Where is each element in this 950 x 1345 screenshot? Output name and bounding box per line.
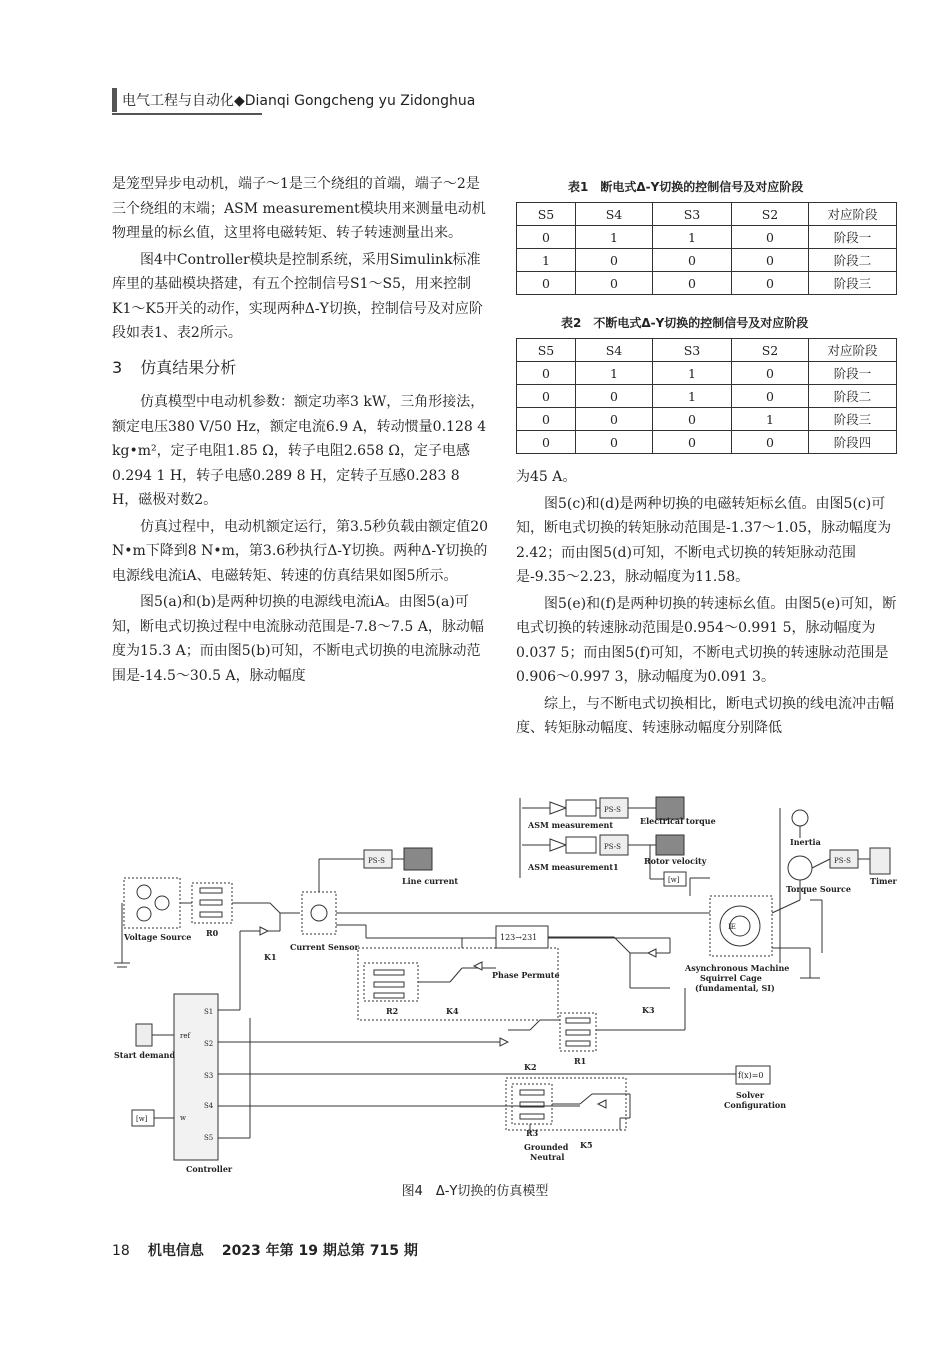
s3-port-label: S3 xyxy=(204,1072,214,1080)
controller-block xyxy=(174,994,233,1174)
table1 xyxy=(516,202,897,295)
torque-source-label-1: Torque Source xyxy=(786,884,851,894)
grounded-neutral-label-2: Neutral xyxy=(530,1152,565,1162)
table-row xyxy=(517,385,897,408)
k2-switch xyxy=(508,1020,560,1072)
asynchronous-machine-block xyxy=(684,896,789,993)
table2-caption: 表2 不断电式Δ-Y切换的控制信号及对应阶段 xyxy=(561,316,809,330)
left-paragraph-3: 仿真模型中电动机参数：额定功率3 kW，三角形接法，额定电压380 V/50 Hz，额定电流6.9 A，转动惯量0.128 4 kg•m²，定子电阻1.85 Ω，转子电阻2.658 Ω，定子电感0.294 1 H，转子电感0.289 8 H，定转子互感0.283 8 H，磁极对数2。 xyxy=(112,394,487,508)
phase-permute-label: Phase Permute xyxy=(492,970,560,980)
r3-label: R3 xyxy=(526,1128,539,1138)
machine-label-3: (fundamental, SI) xyxy=(695,983,775,993)
simulink-model-figure xyxy=(110,788,900,1178)
r1-label: R1 xyxy=(574,1056,587,1066)
table-cell: 阶段一 xyxy=(809,362,897,385)
inertia-label: Inertia xyxy=(790,837,821,847)
right-paragraph-1: 为45 A。 xyxy=(516,469,577,485)
table-header-cell: S2 xyxy=(732,203,809,226)
inertia-block xyxy=(790,810,821,847)
table-cell: 阶段四 xyxy=(809,431,897,454)
left-paragraph-5: 图5(a)和(b)是两种切换的电源线电流iA。由图5(a)可知，断电式切换过程中电流脉动范围是-7.8～7.5 A，脉动幅度为15.3 A；而由图5(b)可知，不断电式切换的电流脉动范围是-14.5～30.5 A，脉动幅度 xyxy=(112,594,484,684)
grounded-neutral-label-1: Grounded xyxy=(524,1142,569,1152)
table-cell: 0 xyxy=(732,272,809,295)
table-cell: 阶段二 xyxy=(809,385,897,408)
right-paragraph-2: 图5(c)和(d)是两种切换的电磁转矩标幺值。由图5(c)可知，断电式切换的转矩脉动范围是-1.37～1.05，脉动幅度为2.42；而由图5(d)可知，不断电式切换的转矩脉动范围是-9.35～2.23，脉动幅度为11.58。 xyxy=(516,495,892,585)
table-row xyxy=(517,431,897,454)
table-cell: 0 xyxy=(517,431,576,454)
table-cell: 0 xyxy=(732,249,809,272)
table-header-cell: 对应阶段 xyxy=(809,339,897,362)
table-cell: 0 xyxy=(653,431,732,454)
asm-measurement-label: ASM measurement xyxy=(528,820,614,830)
asm-measurement1-label: ASM measurement1 xyxy=(528,862,619,872)
current-sensor-block xyxy=(290,859,364,952)
table-cell: 0 xyxy=(732,431,809,454)
table-cell: 0 xyxy=(517,408,576,431)
table-header-cell: S5 xyxy=(517,339,576,362)
k4-label: K4 xyxy=(446,1006,459,1016)
figure-caption: 图4 Δ-Y切换的仿真模型 xyxy=(401,1184,549,1199)
table-header-cell: S4 xyxy=(576,203,653,226)
phase-permute-box-label: 123→231 xyxy=(500,933,538,942)
line-current-scope xyxy=(364,848,458,886)
footer-journal: 机电信息 xyxy=(147,1243,204,1259)
section-number: 3 xyxy=(112,357,123,377)
k3-label: K3 xyxy=(642,1005,655,1015)
left-paragraph-4: 仿真过程中，电动机额定运行，第3.5秒负载由额定值20 N•m下降到8 N•m，第3.6秒执行Δ-Y切换。两种Δ-Y切换的电源线电流iA、电磁转矩、转速的仿真结果如图5所示。 xyxy=(112,518,489,584)
table-cell: 0 xyxy=(517,385,576,408)
start-demand-label: Start demand xyxy=(114,1050,176,1060)
table-cell: 0 xyxy=(653,272,732,295)
controller-label: Controller xyxy=(186,1164,233,1174)
page-number: 18 xyxy=(112,1243,130,1259)
w-from-label: [w] xyxy=(136,1115,148,1123)
table-cell: 0 xyxy=(576,249,653,272)
right-paragraph-3: 图5(e)和(f)是两种切换的转速标幺值。由图5(e)可知，断电式切换的转速脉动范围是0.954～0.991 5，脉动幅度为0.037 5；而由图5(f)可知，不断电式切换的转速脉动范围是0.906～0.997 3，脉动幅度为0.091 3。 xyxy=(516,595,897,685)
w-from-block xyxy=(132,1110,174,1126)
r0-resistor xyxy=(192,883,232,938)
left-column xyxy=(112,172,490,688)
left-paragraph-1: 是笼型异步电动机，端子～1是三个绕组的首端，端子～2是三个绕组的末端；ASM measurement模块用来测量电动机物理量的标幺值，这里将电磁转矩、转子转速测量出来。 xyxy=(112,176,486,241)
phase-permute-block xyxy=(492,926,560,980)
table-cell: 0 xyxy=(576,431,653,454)
page-footer xyxy=(112,1240,418,1260)
section-title: 仿真结果分析 xyxy=(140,357,237,377)
right-paragraph-4: 综上，与不断电式切换相比，断电式切换的线电流冲击幅度、转矩脉动幅度、转速脉动幅度分别降低 xyxy=(516,695,894,736)
right-column xyxy=(516,465,897,741)
table-cell: 1 xyxy=(576,362,653,385)
r1-resistor xyxy=(560,1013,596,1066)
line-current-label: Line current xyxy=(402,876,459,886)
machine-core-label: IE xyxy=(728,923,736,931)
table-header-row xyxy=(517,339,897,362)
table-cell: 0 xyxy=(576,408,653,431)
pss3-label: PS-S xyxy=(368,857,385,865)
table-header-cell: S2 xyxy=(732,339,809,362)
solver-label-2: Configuration xyxy=(724,1100,787,1110)
table-cell: 0 xyxy=(517,272,576,295)
w-goto-label: [w] xyxy=(668,876,680,884)
electrical-torque-label: Electrical torque xyxy=(640,816,716,826)
header-bar xyxy=(112,88,117,112)
table-cell: 阶段三 xyxy=(809,408,897,431)
s4-port-label: S4 xyxy=(204,1102,214,1110)
k5-label: K5 xyxy=(580,1140,593,1150)
table-cell: 0 xyxy=(517,226,576,249)
w-port-label: w xyxy=(180,1114,186,1122)
table-cell: 0 xyxy=(653,249,732,272)
table-cell: 阶段三 xyxy=(809,272,897,295)
table-cell: 1 xyxy=(517,249,576,272)
table-header-cell: S5 xyxy=(517,203,576,226)
k1-label: K1 xyxy=(264,952,277,962)
table-cell: 1 xyxy=(576,226,653,249)
table-cell: 1 xyxy=(653,362,732,385)
table-cell: 0 xyxy=(732,226,809,249)
journal-header: 电气工程与自动化◆Dianqi Gongcheng yu Zidonghua xyxy=(122,93,476,109)
table-cell: 1 xyxy=(653,226,732,249)
s5-port-label: S5 xyxy=(204,1134,214,1142)
s1-port-label: S1 xyxy=(204,1008,214,1016)
current-sensor-label: Current Sensor xyxy=(290,942,359,952)
footer-issue: 2023 年第 19 期总第 715 期 xyxy=(221,1243,418,1259)
table2 xyxy=(516,338,897,454)
table1-caption: 表1 断电式Δ-Y切换的控制信号及对应阶段 xyxy=(568,180,804,194)
table-row xyxy=(517,226,897,249)
table-row xyxy=(517,362,897,385)
k2-label: K2 xyxy=(524,1062,537,1072)
table-cell: 0 xyxy=(576,272,653,295)
table-cell: 1 xyxy=(732,408,809,431)
asm-measurement-block xyxy=(522,797,716,830)
table-cell: 0 xyxy=(732,362,809,385)
machine-label-1: Asynchronous Machine xyxy=(685,963,790,973)
table-cell: 0 xyxy=(517,362,576,385)
s2-port-label: S2 xyxy=(204,1040,214,1048)
timer-label: Timer xyxy=(870,876,897,886)
table-row xyxy=(517,249,897,272)
pss-label: PS-S xyxy=(604,806,621,814)
solver-configuration-block xyxy=(724,1066,786,1110)
table-header-cell: S3 xyxy=(653,339,732,362)
machine-label-2: Squirrel Cage xyxy=(700,973,762,983)
k1-switch xyxy=(248,903,300,962)
r2-resistor xyxy=(364,963,418,1016)
table-cell: 阶段二 xyxy=(809,249,897,272)
start-demand-block xyxy=(114,1024,176,1060)
rotor-velocity-label: Rotor velocity xyxy=(644,856,707,866)
r2-label: R2 xyxy=(386,1006,399,1016)
voltage-source-block xyxy=(114,878,191,967)
solver-box-label: f(x)=0 xyxy=(738,1071,764,1080)
table-header-cell: S3 xyxy=(653,203,732,226)
table-header-cell: 对应阶段 xyxy=(809,203,897,226)
solver-label-1: Solver xyxy=(736,1090,765,1100)
left-paragraph-2: 图4中Controller模块是控制系统，采用Simulink标准库里的基础模块搭建，有五个控制信号S1～S5，用来控制K1～K5开关的动作，实现两种Δ-Y切换，控制信号及对应阶段如表1、表2所示。 xyxy=(112,251,483,341)
voltage-source-label: Voltage Source xyxy=(124,932,192,942)
table-cell: 0 xyxy=(576,385,653,408)
table-cell: 0 xyxy=(653,408,732,431)
asm-measurement1-block xyxy=(522,835,707,886)
k4-switch xyxy=(418,962,496,1016)
header-rule xyxy=(112,113,262,115)
k3-switch xyxy=(614,937,670,1015)
table-cell: 1 xyxy=(653,385,732,408)
r0-label: R0 xyxy=(206,928,219,938)
timer-block xyxy=(830,848,898,886)
table-cell: 阶段一 xyxy=(809,226,897,249)
section-heading xyxy=(112,356,490,381)
table-cell: 0 xyxy=(732,385,809,408)
table-row xyxy=(517,408,897,431)
pss4-label: PS-S xyxy=(834,857,851,865)
ref-port-label: ref xyxy=(180,1032,191,1040)
table-header-cell: S4 xyxy=(576,339,653,362)
table-row xyxy=(517,272,897,295)
pss2-label: PS-S xyxy=(604,843,621,851)
table-header-row xyxy=(517,203,897,226)
